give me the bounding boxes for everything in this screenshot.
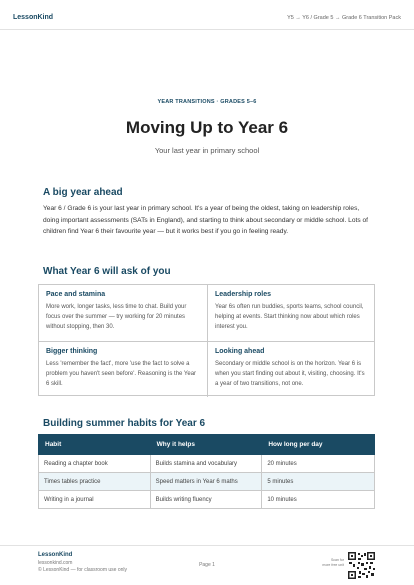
- table-cell: 10 minutes: [262, 491, 375, 509]
- table-cell: 5 minutes: [262, 473, 375, 491]
- page-subtitle: Your last year in primary school: [154, 146, 260, 155]
- ask-card: [39, 341, 207, 397]
- asks-grid: [38, 284, 375, 396]
- footer-copyright: © LessonKind — for classroom use only: [38, 567, 128, 573]
- habits-table: [38, 434, 375, 509]
- table-cell: 20 minutes: [262, 455, 375, 473]
- ask-card: [39, 285, 207, 341]
- qr-caption-line: Scan for: [330, 558, 344, 562]
- table-header-row: [39, 435, 375, 455]
- page-number: Page 1: [199, 562, 215, 568]
- habits-heading: Building summer habits for Year 6: [43, 418, 206, 429]
- table-cell: Builds writing fluency: [150, 491, 262, 509]
- table-row: [39, 473, 375, 491]
- table-row: [39, 491, 375, 509]
- ask-card-title: Bigger thinking: [46, 348, 98, 355]
- ask-card-title: Looking ahead: [215, 348, 265, 355]
- table-cell: Times tables practice: [39, 473, 151, 491]
- ask-card: [207, 341, 375, 397]
- asks-heading: What Year 6 will ask of you: [43, 266, 171, 277]
- footer-site-link[interactable]: lessonkind.com: [38, 560, 73, 566]
- ask-card-title: Leadership roles: [215, 291, 272, 298]
- top-bar: [0, 0, 414, 30]
- ask-card-title: Pace and stamina: [46, 291, 106, 298]
- column-header-why: Why it helps: [150, 435, 262, 455]
- ask-card-body: More work, longer tasks, less time to chat. Build your focus over the summer — try working for 20 minutes without stopping, then 30.: [46, 304, 187, 330]
- ask-card: [207, 285, 375, 341]
- page-footer: [0, 545, 414, 585]
- page-title: Moving Up to Year 6: [125, 118, 289, 137]
- table-cell: Writing in a journal: [39, 491, 151, 509]
- ask-card-body: Less 'remember the fact', more 'use the fact to solve a problem you haven't seen before'. Reasoning is the Year 6 skill.: [46, 361, 197, 387]
- qr-caption: [314, 558, 344, 568]
- column-header-habit: Habit: [39, 435, 151, 455]
- eyebrow-label: YEAR TRANSITIONS · GRADES 5–6: [157, 99, 257, 105]
- ask-card-body: Secondary or middle school is on the horizon. Year 6 is when you start finding out about it, visiting, choosing. It's a year of two transitions, not one.: [215, 361, 365, 387]
- intro-heading: A big year ahead: [43, 187, 123, 198]
- table-row: [39, 455, 375, 473]
- table-cell: Builds stamina and vocabulary: [150, 455, 262, 473]
- breadcrumb: Y5 → Y6 / Grade 5 → Grade 6 Transition Pack: [287, 15, 401, 21]
- brand-logo-text[interactable]: LessonKind: [13, 14, 54, 21]
- qr-caption-line: more free unit: [322, 563, 344, 567]
- footer-brand: LessonKind: [38, 552, 73, 558]
- table-cell: Speed matters in Year 6 maths: [150, 473, 262, 491]
- intro-paragraph: Year 6 / Grade 6 is your last year in primary school. It's a year of being the oldest, taking on leadership roles, doing important assessments (SATs in England), and starting to think about secondary or middle school. Lots of children find Year 6 their favourite year — but it works best if you go in feeling ready.: [43, 205, 368, 235]
- qr-code-icon[interactable]: [348, 552, 375, 579]
- column-header-duration: How long per day: [262, 435, 375, 455]
- ask-card-body: Year 6s often run buddies, sports teams, school council, helping at events. Start thinking now about which roles interest you.: [215, 304, 364, 330]
- table-cell: Reading a chapter book: [39, 455, 151, 473]
